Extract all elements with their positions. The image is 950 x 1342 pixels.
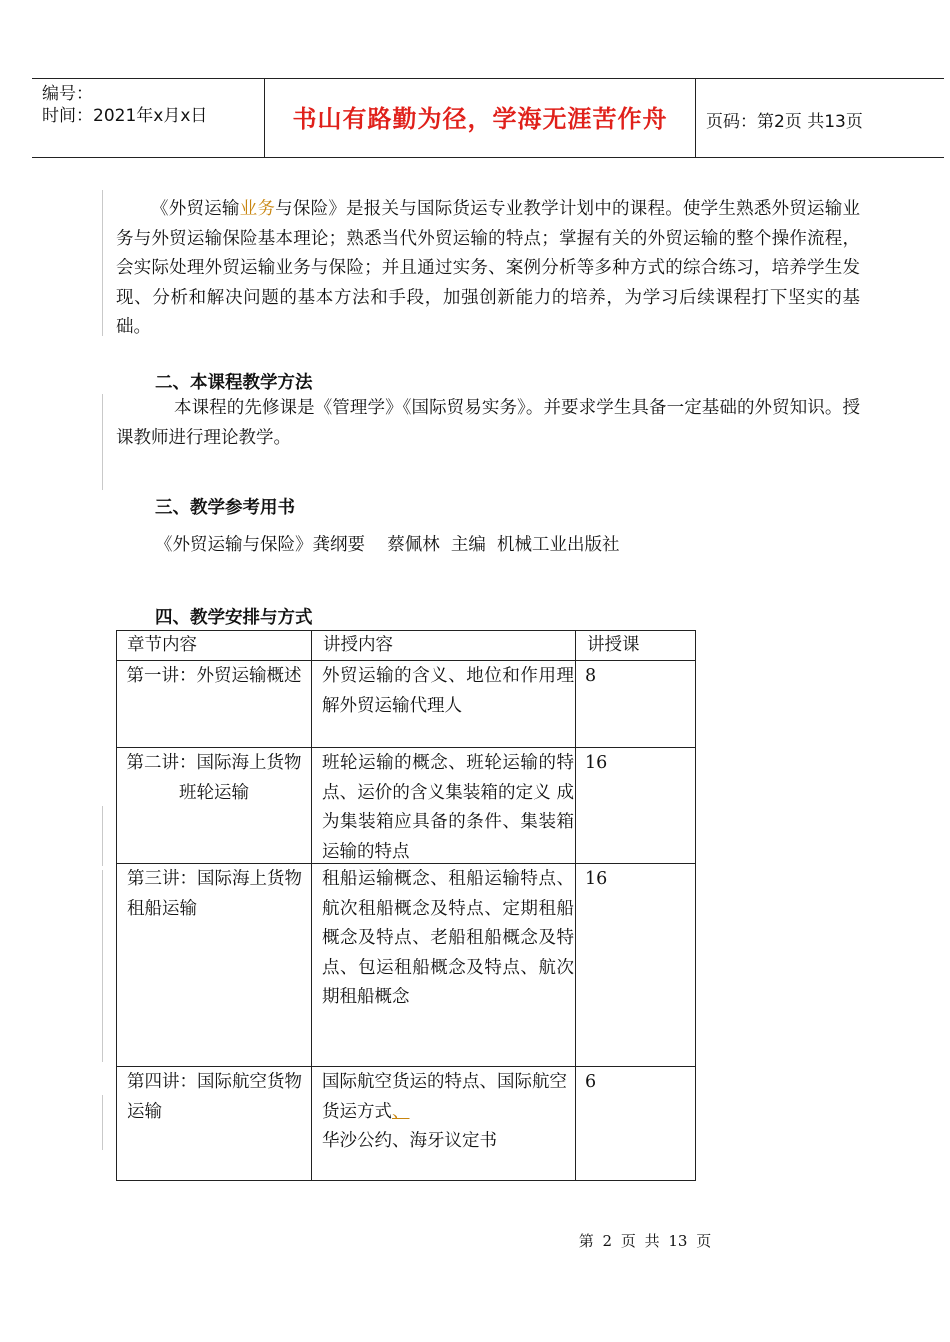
section4-heading: 四、教学安排与方式: [155, 608, 313, 628]
table-row-hours: 16: [585, 869, 608, 889]
content-line2: 华沙公约、海牙议定书: [322, 1131, 497, 1151]
table-header-hours: 讲授课: [587, 635, 640, 655]
margin-bar: [102, 870, 103, 1062]
header-divider: [695, 79, 696, 157]
table-row-divider: [117, 747, 695, 748]
section3-heading: 三、教学参考用书: [155, 498, 295, 518]
margin-bar: [102, 1095, 103, 1150]
serial-label: 编号：: [42, 84, 93, 104]
header-page-info: 页码：第2页 共13页: [706, 112, 863, 132]
intro-paragraph: [116, 195, 860, 343]
table-row-chapter: 第四讲：国际航空货物运输: [127, 1072, 302, 1122]
time-label: 时间：2021年x月x日: [42, 106, 208, 126]
table-row-hours: 6: [585, 1072, 597, 1092]
header-motto: 书山有路勤为径，学海无涯苦作舟: [292, 105, 668, 133]
table-row-chapter: 第一讲：外贸运输概述: [126, 666, 302, 686]
table-row-chapter: 第三讲：国际海上货物租船运输: [127, 869, 302, 919]
business-link[interactable]: 业务: [239, 199, 276, 219]
header-meta: [42, 83, 207, 127]
table-row-content: 外贸运输的含义、地位和作用理解外贸运输代理人: [322, 666, 574, 716]
table-header-chapter: 章节内容: [127, 635, 197, 655]
section2-heading: 二、本课程教学方法: [155, 373, 313, 393]
table-row-content: 租船运输概念、租船运输特点、航次租船概念及特点、定期租船概念及特点、老船租船概念及特点、包运租船概念及特点、航次期租船概念: [322, 869, 574, 1007]
table-header-content: 讲授内容: [323, 635, 393, 655]
intro-prefix: 《外贸运输: [151, 199, 240, 219]
table-row-content: [322, 1068, 574, 1157]
page-footer: 第 2 页 共 13 页: [578, 1232, 712, 1250]
schedule-table: [116, 630, 696, 1181]
table-row-hours: 8: [585, 666, 597, 686]
intro-rest: 与保险》是报关与国际货运专业教学计划中的课程。使学生熟悉外贸运输业务与外贸运输保险基本理论；熟悉当代外贸运输的特点；掌握有关的外贸运输的整个操作流程，会实际处理外贸运输业务与保险；并且通过实务、案例分析等多种方式的综合练习，培养学生发现、分析和解决问题的基本方法和手段，加强创新能力的培养，为学习后续课程打下坚实的基础。: [116, 199, 861, 337]
table-row-content: 班轮运输的概念、班轮运输的特点、运价的含义集装箱的定义 成为集装箱应具备的条件、集装箱运输的特点: [322, 753, 574, 862]
table-row-divider: [117, 1066, 695, 1067]
table-row-hours: 16: [585, 753, 608, 773]
document-header: [32, 78, 944, 158]
table-col-divider: [575, 631, 576, 1180]
margin-bar: [102, 190, 103, 336]
table-row-chapter: 第二讲：国际海上货物班轮运输: [126, 753, 302, 803]
section2-body: 本课程的先修课是《管理学》《国际贸易实务》。并要求学生具备一定基础的外贸知识。授课教师进行理论教学。: [116, 398, 860, 448]
content-text: 国际航空货运的特点、国际航空货运方式: [322, 1072, 567, 1122]
section3-body: 《外贸运输与保险》龚纲要 蔡佩林 主编 机械工业出版社: [155, 535, 620, 555]
margin-bar: [102, 394, 103, 490]
content-mark-link[interactable]: 、: [392, 1101, 410, 1122]
table-col-divider: [311, 631, 312, 1180]
margin-bar: [102, 806, 103, 866]
